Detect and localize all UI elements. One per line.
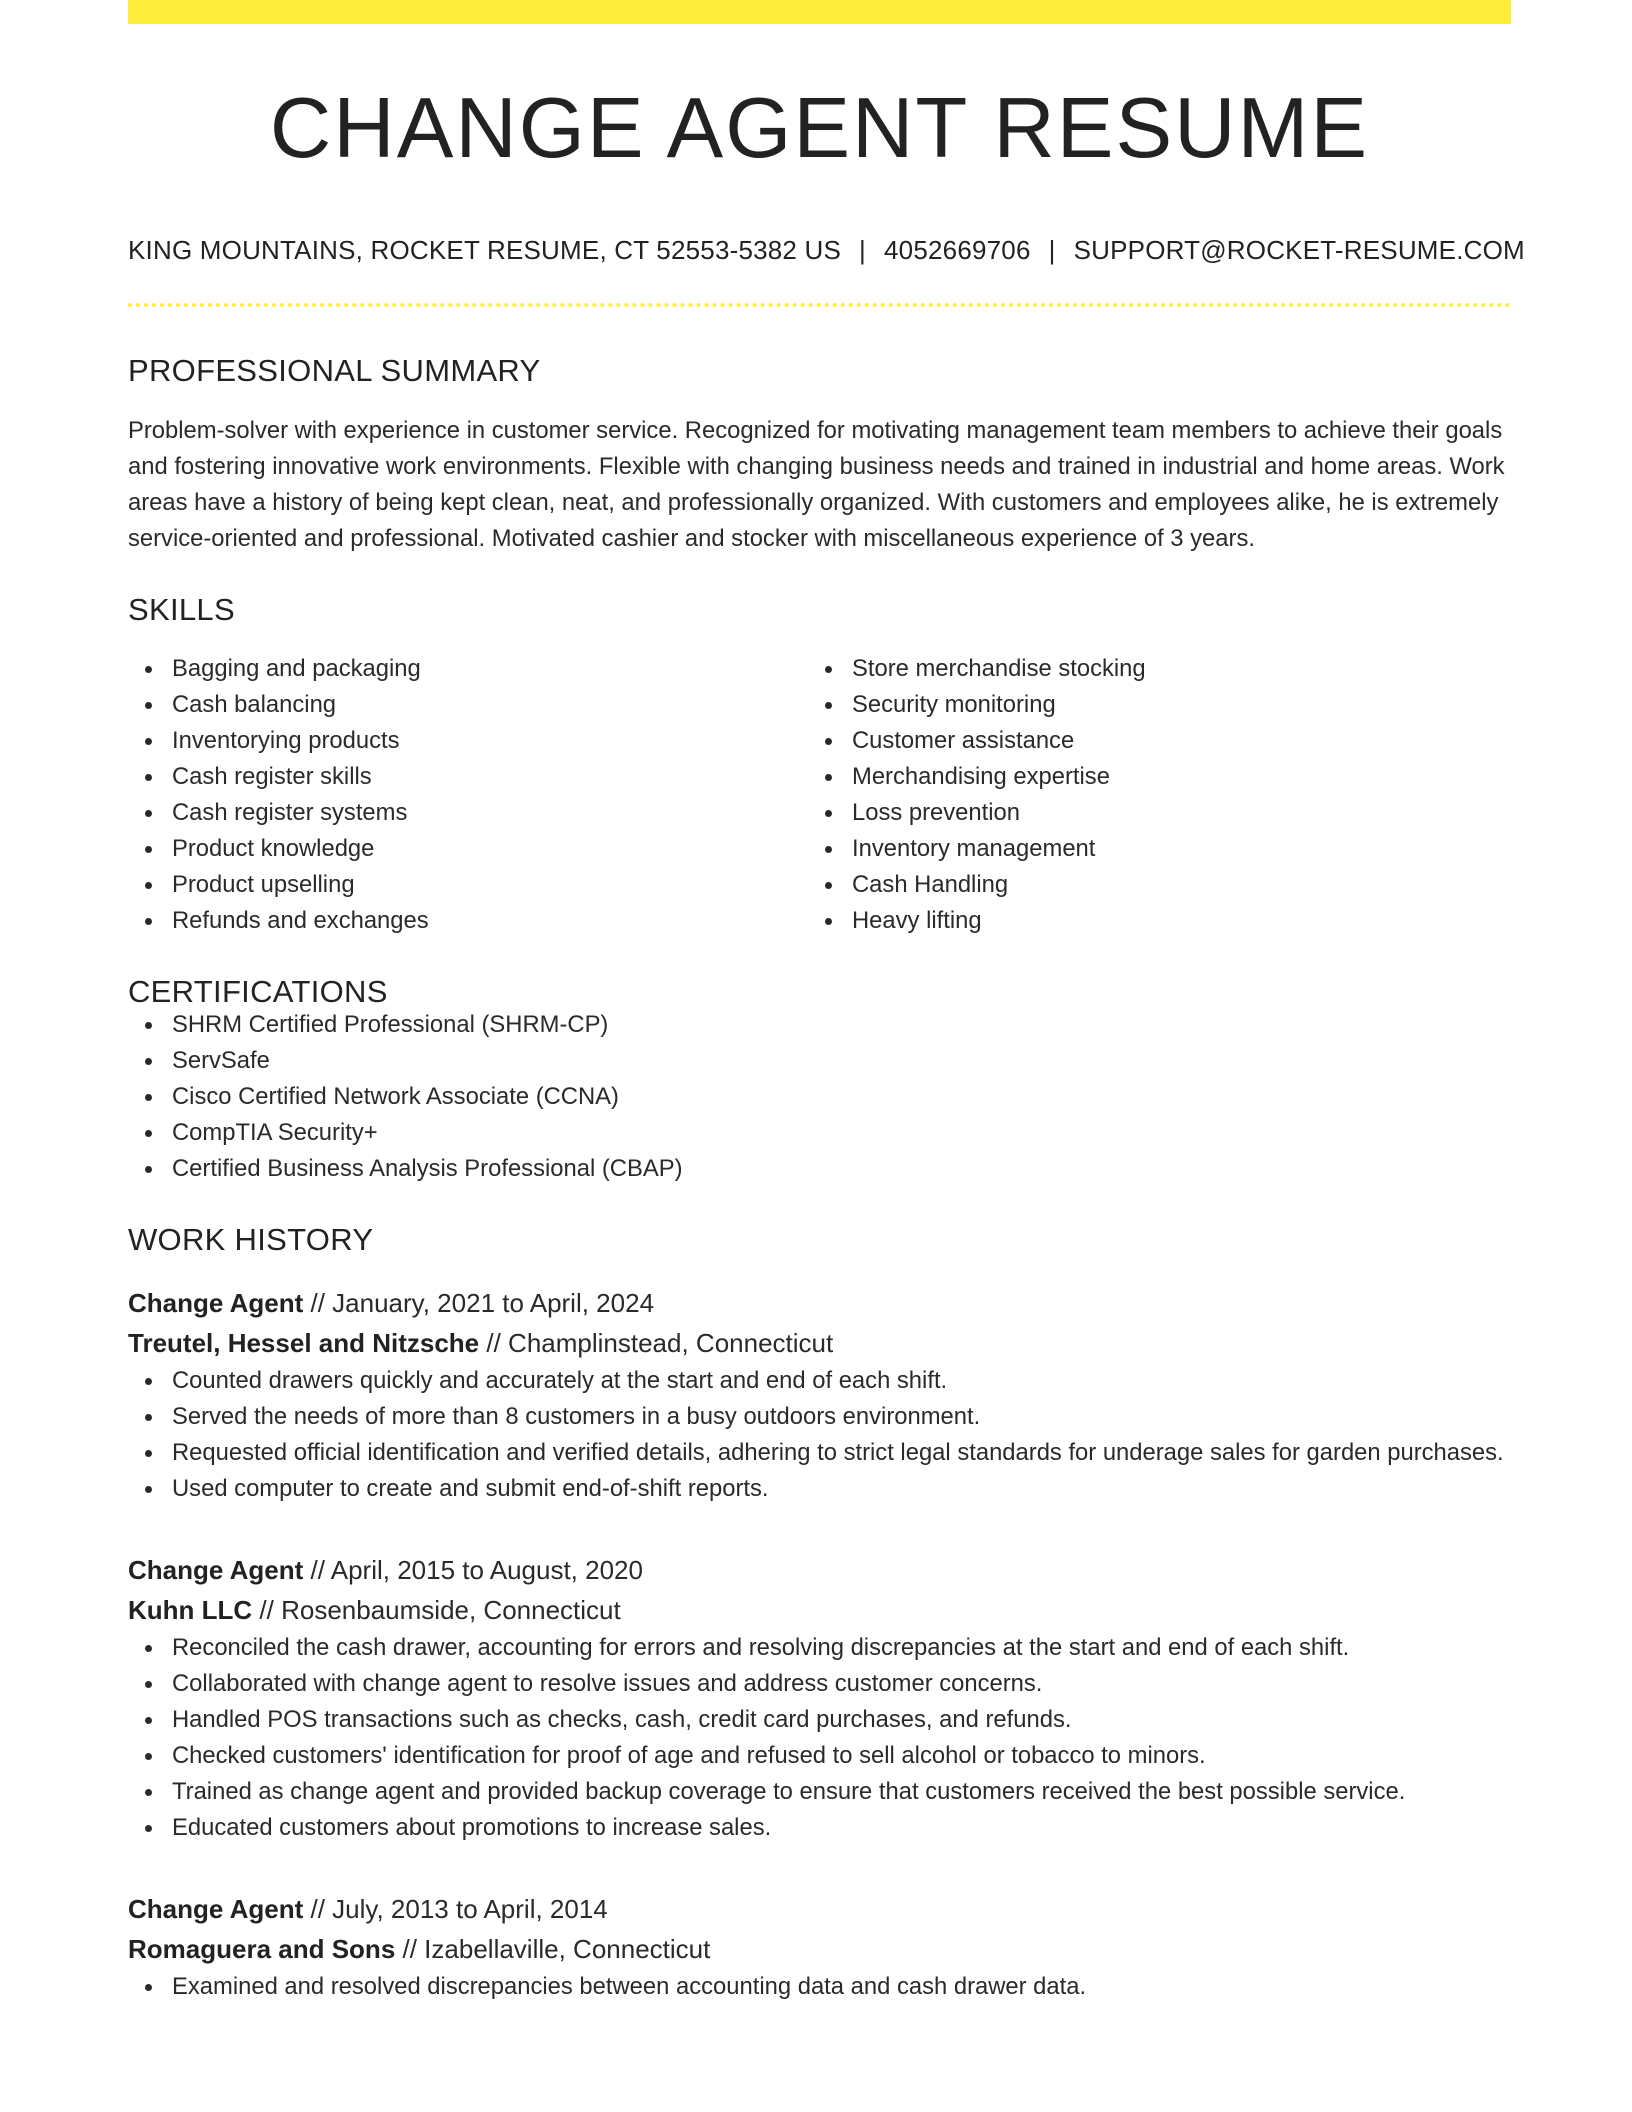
job-dates: // July, 2013 to April, 2014	[310, 1894, 608, 1924]
certification-item: ServSafe	[128, 1043, 1511, 1079]
work-history-heading: WORK HISTORY	[128, 1222, 374, 1257]
accent-bar	[128, 0, 1511, 24]
contact-email: SUPPORT@ROCKET-RESUME.COM	[1073, 235, 1525, 265]
skill-item: Cash register skills	[128, 759, 808, 795]
skill-item: Bagging and packaging	[128, 651, 808, 687]
job-location: // Izabellaville, Connecticut	[402, 1934, 711, 1964]
job-company: Treutel, Hessel and Nitzsche	[128, 1328, 480, 1358]
skill-item: Product knowledge	[128, 831, 808, 867]
job-duty: Examined and resolved discrepancies between accounting data and cash drawer data.	[128, 1969, 1511, 2005]
job-dates: // January, 2021 to April, 2024	[310, 1288, 655, 1318]
skill-item: Customer assistance	[808, 723, 1488, 759]
resume-page	[128, 0, 1525, 2005]
job-duty: Handled POS transactions such as checks, cash, credit card purchases, and refunds.	[128, 1702, 1511, 1738]
job-company: Kuhn LLC	[128, 1595, 253, 1625]
contact-line	[128, 235, 1525, 265]
skills-list-right	[808, 651, 1488, 939]
job-dates: // April, 2015 to August, 2020	[310, 1555, 643, 1585]
job-role-line	[128, 1550, 1511, 1590]
skill-item: Inventorying products	[128, 723, 808, 759]
skill-item: Security monitoring	[808, 687, 1488, 723]
skill-item: Cash Handling	[808, 867, 1488, 903]
contact-separator: |	[1048, 235, 1056, 265]
job-duty: Educated customers about promotions to increase sales.	[128, 1810, 1511, 1846]
job-duty: Collaborated with change agent to resolve issues and address customer concerns.	[128, 1666, 1511, 1702]
skill-item: Merchandising expertise	[808, 759, 1488, 795]
certification-item: SHRM Certified Professional (SHRM-CP)	[128, 1007, 1511, 1043]
skill-item: Cash balancing	[128, 687, 808, 723]
job-duties-list	[128, 1630, 1511, 1846]
skills-list-left	[128, 651, 808, 939]
job-duty: Used computer to create and submit end-of-shift reports.	[128, 1471, 1511, 1507]
skill-item: Store merchandise stocking	[808, 651, 1488, 687]
summary-heading: PROFESSIONAL SUMMARY	[128, 353, 541, 388]
contact-separator: |	[859, 235, 867, 265]
skills-heading: SKILLS	[128, 592, 235, 627]
job-role: Change Agent	[128, 1555, 304, 1585]
certifications-heading: CERTIFICATIONS	[128, 974, 388, 1009]
job-duty: Requested official identification and verified details, adhering to strict legal standards for underage sales for garden purchases.	[128, 1435, 1511, 1471]
contact-address: KING MOUNTAINS, ROCKET RESUME, CT 52553-5382 US	[128, 235, 842, 265]
job-company-line	[128, 1323, 1511, 1363]
job-duties-list	[128, 1363, 1511, 1507]
skill-item: Heavy lifting	[808, 903, 1488, 939]
job-company-line	[128, 1590, 1511, 1630]
job-company: Romaguera and Sons	[128, 1934, 396, 1964]
job-duty: Served the needs of more than 8 customers in a busy outdoors environment.	[128, 1399, 1511, 1435]
skill-item: Cash register systems	[128, 795, 808, 831]
resume-title: CHANGE AGENT RESUME	[269, 81, 1370, 176]
job-location: // Rosenbaumside, Connecticut	[259, 1595, 621, 1625]
skill-item: Inventory management	[808, 831, 1488, 867]
job-role: Change Agent	[128, 1894, 304, 1924]
certification-item: Certified Business Analysis Professional (CBAP)	[128, 1151, 1511, 1187]
job-duty: Reconciled the cash drawer, accounting for errors and resolving discrepancies at the start and end of each shift.	[128, 1630, 1511, 1666]
certification-item: CompTIA Security+	[128, 1115, 1511, 1151]
job-duties-list	[128, 1969, 1511, 2005]
certifications-list	[128, 1007, 1511, 1187]
skill-item: Refunds and exchanges	[128, 903, 808, 939]
job-entry	[128, 1550, 1511, 1846]
job-location: // Champlinstead, Connecticut	[486, 1328, 834, 1358]
job-company-line	[128, 1929, 1511, 1969]
job-duty: Counted drawers quickly and accurately at the start and end of each shift.	[128, 1363, 1511, 1399]
job-role-line	[128, 1889, 1511, 1929]
certification-item: Cisco Certified Network Associate (CCNA)	[128, 1079, 1511, 1115]
job-entry	[128, 1283, 1511, 1507]
contact-phone: 4052669706	[884, 235, 1031, 265]
summary-text: Problem-solver with experience in customer service. Recognized for motivating management team members to achieve their goals and fostering innovative work environments. Flexible with changing business needs and trained in industrial and home areas. Work areas have a history of being kept clean, neat, and professionally organized. With customers and employees alike, he is extremely service-oriented and professional. Motivated cashier and stocker with miscellaneous experience of 3 years.	[128, 417, 1505, 552]
job-duty: Trained as change agent and provided backup coverage to ensure that customers received the best possible service.	[128, 1774, 1511, 1810]
skills-columns	[128, 651, 1511, 939]
job-role-line	[128, 1283, 1511, 1323]
job-duty: Checked customers' identification for proof of age and refused to sell alcohol or tobacco to minors.	[128, 1738, 1511, 1774]
job-role: Change Agent	[128, 1288, 304, 1318]
header-divider	[128, 303, 1511, 307]
skill-item: Product upselling	[128, 867, 808, 903]
job-entry	[128, 1889, 1511, 2005]
skill-item: Loss prevention	[808, 795, 1488, 831]
